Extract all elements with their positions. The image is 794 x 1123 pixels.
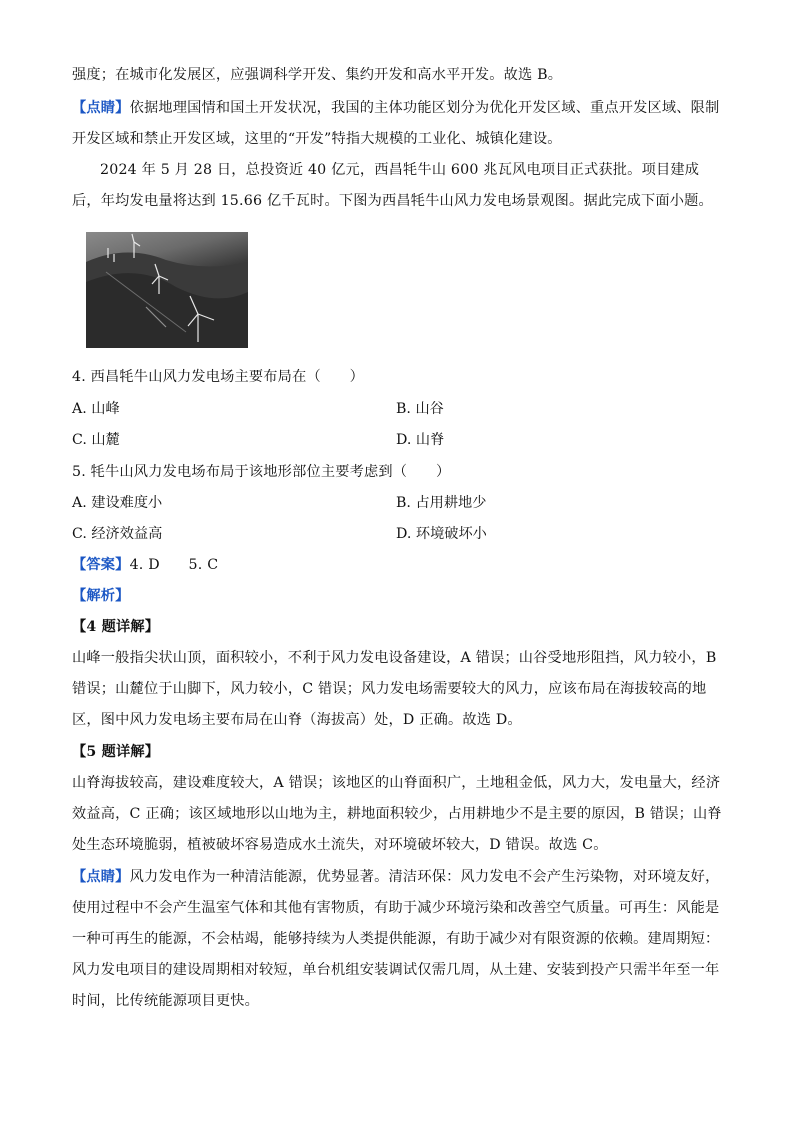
detail5-text: 山脊海拔较高，建设难度较大，A 错误；该地区的山脊面积广，土地租金低，风力大，发电量大，经济效益高，C 正确；该区域地形以山地为主，耕地面积较少，占用耕地少不是主要的原因，B 错误；山脊处生态环境脆弱，植被破坏容易造成水土流失，对环境破坏较大，D 错误。故选 C。 [72, 775, 722, 853]
q5-options-row2 [72, 519, 722, 550]
dianjing-1-tag: 【点睛】 [72, 100, 130, 116]
q5-option-b: B. 占用耕地少 [396, 495, 487, 511]
detail4-text: 山峰一般指尖状山顶，面积较小，不利于风力发电设备建设，A 错误；山谷受地形阻挡，风力较小，B 错误；山麓位于山脚下，风力较小，C 错误；风力发电场需要较大的风力，应该布局在海拔较高的地区，图中风力发电场主要布局在山脊（海拔高）处，D 正确。故选 D。 [72, 650, 717, 728]
q5-option-d: D. 环境破坏小 [396, 526, 487, 542]
dianjing-2 [72, 862, 722, 1017]
wind-farm-photo [86, 232, 248, 348]
q4-option-a: A. 山峰 [72, 401, 120, 417]
q5-stem: 5. 牦牛山风力发电场布局于该地形部位主要考虑到（ ） [72, 464, 451, 480]
detail5-tag: 【5 题详解】 [72, 744, 160, 760]
q5-option-c: C. 经济效益高 [72, 526, 163, 542]
q5-option-a: A. 建设难度小 [72, 495, 163, 511]
q4-option-b: B. 山谷 [396, 401, 444, 417]
q4-options-row2 [72, 425, 722, 456]
answer-tag: 【答案】 [72, 557, 130, 573]
analysis-line [72, 581, 722, 612]
detail4-tag: 【4 题详解】 [72, 619, 160, 635]
para-top: 强度；在城市化发展区，应强调科学开发、集约开发和高水平开发。故选 B。 [72, 67, 563, 83]
dianjing-2-tag: 【点睛】 [72, 869, 130, 885]
q5-options-row1 [72, 488, 722, 519]
q4-option-c: C. 山麓 [72, 432, 120, 448]
dianjing-1-text: 依据地理国情和国土开发状况，我国的主体功能区划分为优化开发区域、重点开发区域、限制开发区域和禁止开发区域，这里的“开发”特指大规模的工业化、城镇化建设。 [72, 100, 720, 147]
q4-stem: 4. 西昌牦牛山风力发电场主要布局在（ ） [72, 369, 365, 385]
analysis-tag: 【解析】 [72, 588, 130, 604]
answer-line [72, 550, 722, 581]
intro-paragraph: 2024 年 5 月 28 日，总投资近 40 亿元，西昌牦牛山 600 兆瓦风电项目正式获批。项目建成后，年均发电量将达到 15.66 亿千瓦时。下图为西昌牦牛山风力发电场景观图。据此完成下面小题。 [72, 162, 713, 209]
dianjing-2-text: 风力发电作为一种清洁能源，优势显著。清洁环保：风力发电不会产生污染物，对环境友好，使用过程中不会产生温室气体和其他有害物质，有助于减少环境污染和改善空气质量。可再生：风能是一种可再生的能源，不会枯竭，能够持续为人类提供能源，有助于减少对有限资源的依赖。建周期短：风力发电项目的建设周期相对较短，单台机组安装调试仅需几周，从土建、安装到投产只需半年至一年时间，比传统能源项目更快。 [72, 869, 720, 1009]
q4-option-d: D. 山脊 [396, 432, 445, 448]
wind-farm-illustration [86, 232, 248, 348]
dianjing-1 [72, 93, 722, 155]
answer-text: 4. D 5. C [129, 557, 219, 573]
q4-options-row1 [72, 394, 722, 425]
